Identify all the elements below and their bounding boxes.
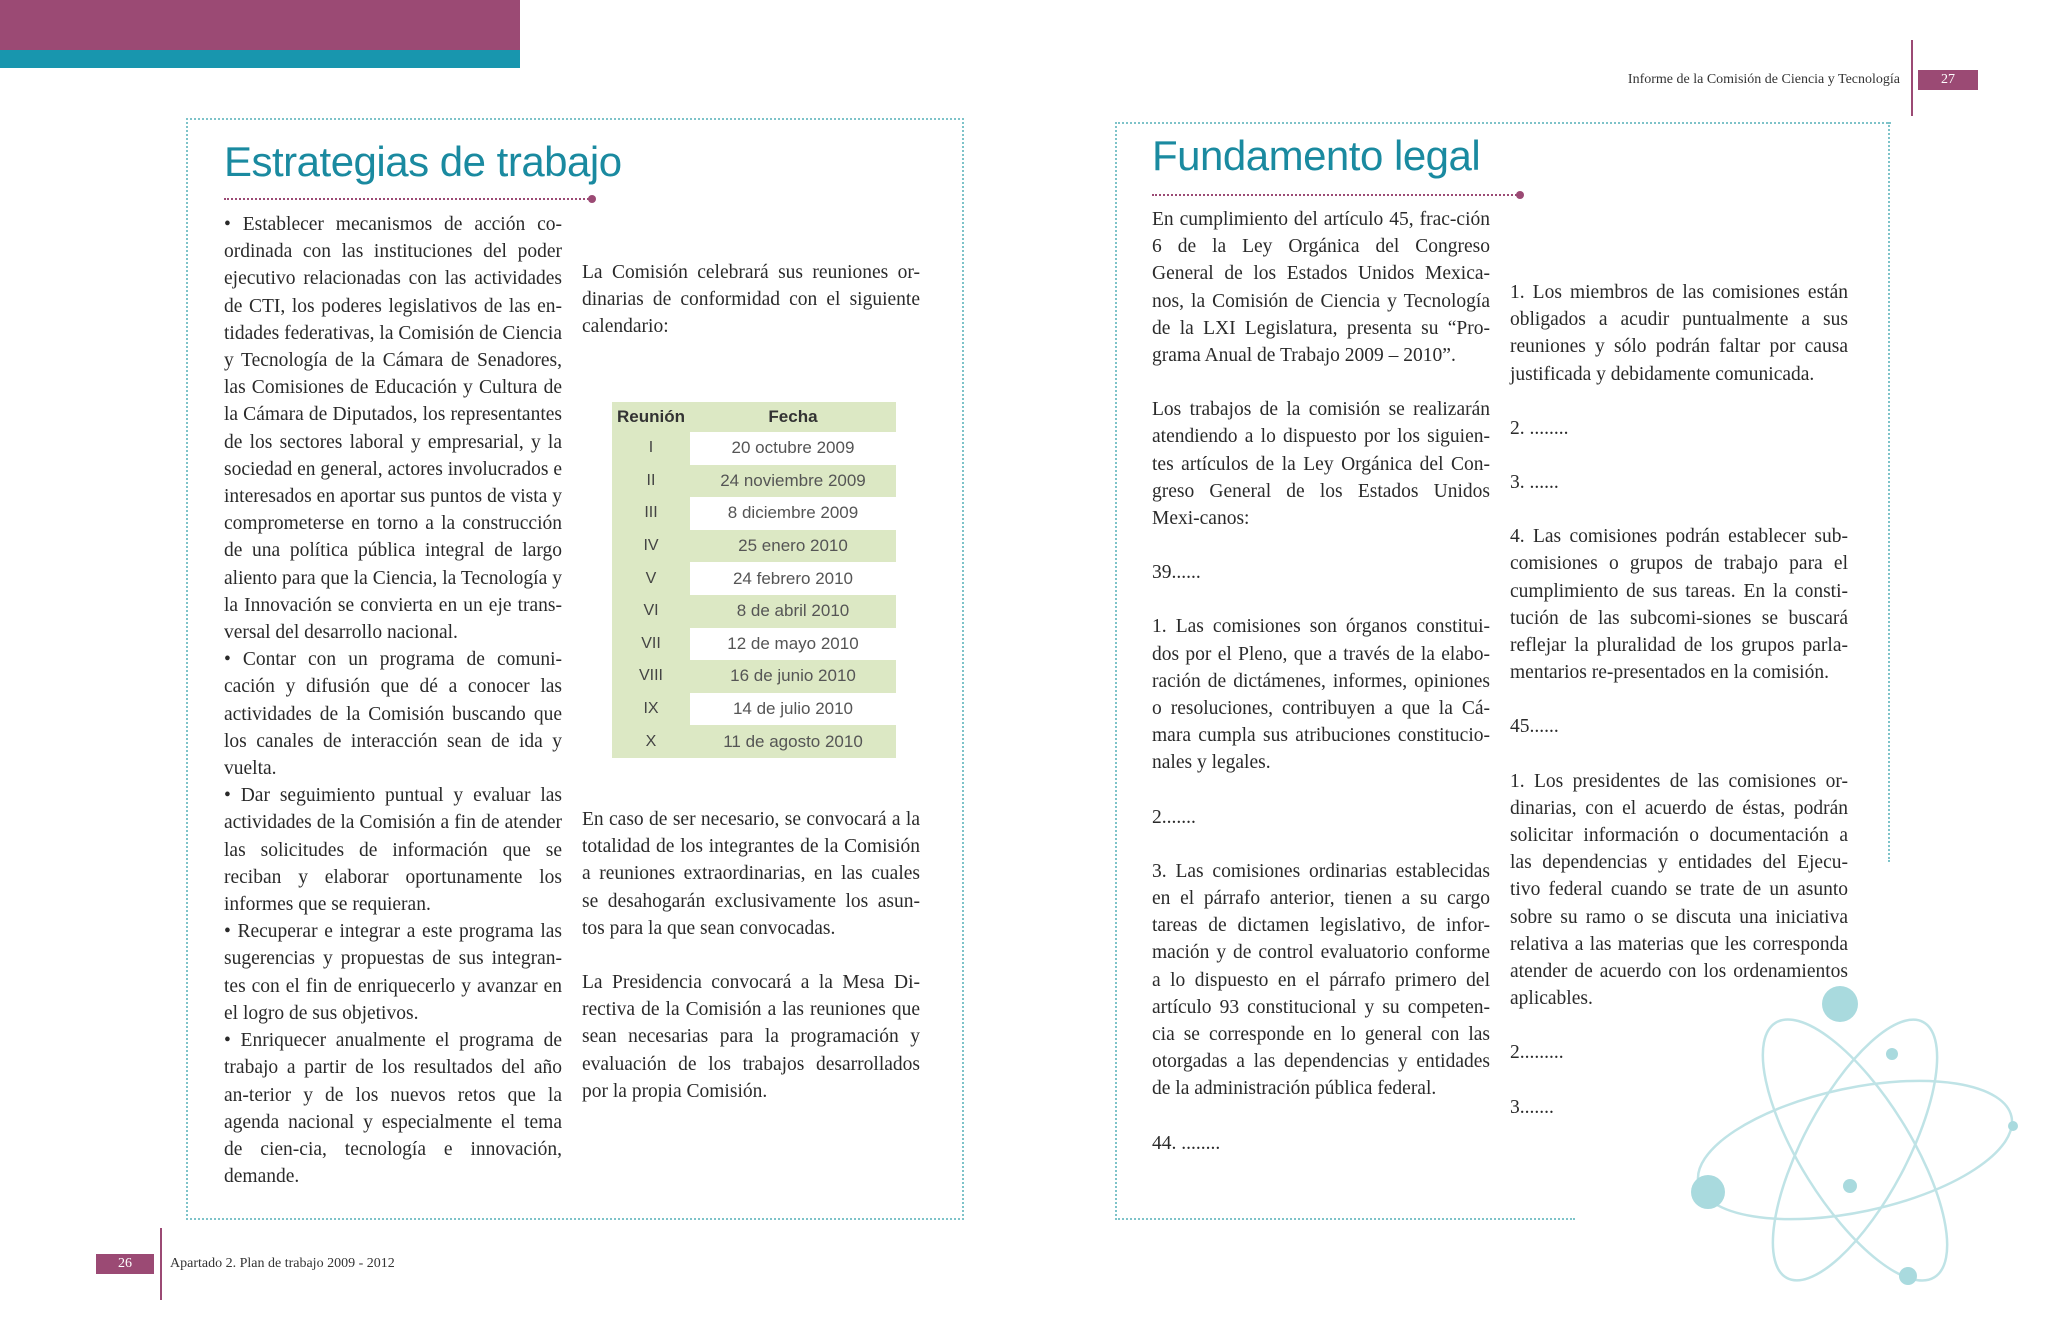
calendar-row xyxy=(612,595,896,628)
calendar-row xyxy=(612,660,896,693)
right-frame-left xyxy=(1115,122,1119,1220)
top-band-purple xyxy=(0,0,520,50)
top-band-teal xyxy=(0,50,520,68)
calendar-header xyxy=(612,402,896,432)
calendar-row xyxy=(612,725,896,758)
paragraph: Los trabajos de la comisión se realizarán atendiendo a lo dispuesto por los siguien-tes artículos de la Ley Orgánica del Con-greso General de los Estados Unidos Mexi-canos: xyxy=(1152,399,1490,530)
paragraph: La Presidencia convocará a la Mesa Di-rectiva de la Comisión a las reuniones que sean necesarias para la programación y evaluación de los trabajos desarrollados por la propia Comisión. xyxy=(582,972,920,1102)
running-header: Informe de la Comisión de Ciencia y Tecnología xyxy=(1627,72,1900,87)
left-column-2-body xyxy=(582,806,920,1105)
calendar-row xyxy=(612,693,896,726)
right-frame-right xyxy=(1888,122,1892,862)
calendar-date: 12 de mayo 2010 xyxy=(690,628,896,661)
calendar-row xyxy=(612,465,896,498)
paragraph: 3....... xyxy=(1510,1096,1554,1118)
paragraph: 1. Los presidentes de las comisiones or-dinarias, con el acuerdo de éstas, podrán solicitar información o documentación a las dependencias y entidades del Ejecu-tivo federal cuando se trate de un asunto sobre su ramo o se discuta una iniciativa relativa a las materias que les corresponda atender de acuerdo con los ordenamientos aplicables. xyxy=(1510,770,1848,1010)
calendar-date: 8 diciembre 2009 xyxy=(690,497,896,530)
left-title-rule xyxy=(224,198,592,200)
paragraph: 3. Las comisiones ordinarias establecidas en el párrafo anterior, tienen a su cargo tareas de dictamen legislativo, de infor-mación y de control evaluatorio conforme a lo dispuesto en el párrafo primero del artículo 93 constitucional y su competen-cia se corresponde en lo general con las otorgadas a las dependencias y entidades de la administración pública federal. xyxy=(1152,860,1490,1100)
paragraph: En caso de ser necesario, se convocará a la totalidad de los integrantes de la Comisión a reuniones extraordinarias, en las cuales se desahogarán exclusivamente los asun-tos para la que sean convocadas. xyxy=(582,809,920,939)
calendar-row xyxy=(612,432,896,465)
calendar-num: VIII xyxy=(612,660,690,693)
calendar-num: II xyxy=(612,465,690,498)
calendar-num: V xyxy=(612,562,690,595)
paragraph: 39...... xyxy=(1152,562,1201,584)
calendar-date: 25 enero 2010 xyxy=(690,530,896,563)
calendar-date: 14 de julio 2010 xyxy=(690,693,896,726)
paragraph: En cumplimiento del artículo 45, frac-ción 6 de la Ley Orgánica del Congreso General de los Estados Unidos Mexica-nos, la Comisión de Ciencia y Tecnología de la LXI Legislatura, presenta su “Pro-grama Anual de Trabajo 2009 – 2010”. xyxy=(1152,209,1490,367)
right-title-rule xyxy=(1152,194,1520,196)
meeting-calendar-table xyxy=(612,402,896,758)
right-frame-bottom xyxy=(1115,1218,1575,1222)
strategy-item: • Contar con un programa de comuni-cación y difusión que dé a conocer las actividades de la Comisión buscando que los canales de interacción sean de ida y vuelta. xyxy=(224,649,562,780)
calendar-num: IV xyxy=(612,530,690,563)
calendar-num: III xyxy=(612,497,690,530)
calendar-row xyxy=(612,530,896,563)
right-column-1 xyxy=(1152,206,1490,1157)
calendar-date: 24 febrero 2010 xyxy=(690,562,896,595)
left-page-title: Estrategias de trabajo xyxy=(224,138,622,185)
strategy-item: • Recuperar e integrar a este programa las sugerencias y propuestas de sus integran-tes con el fin de enriquecerlo y avanzar en el logro de sus objetivos. xyxy=(224,921,562,1024)
running-footer: Apartado 2. Plan de trabajo 2009 - 2012 xyxy=(170,1256,395,1271)
paragraph: 3. ...... xyxy=(1510,472,1559,494)
calendar-date: 20 octubre 2009 xyxy=(690,432,896,465)
header-divider xyxy=(1911,40,1913,116)
calendar-row xyxy=(612,562,896,595)
right-frame-top xyxy=(1115,122,1891,126)
paragraph: 2. ........ xyxy=(1510,417,1569,439)
strategy-item: • Enriquecer anualmente el programa de trabajo a partir de los resultados del año an-terior y de los nuevos retos que la agenda nacional y especialmente el tema de cien-cia, tecnología e innovación, demande. xyxy=(224,1030,562,1188)
strategy-item: • Establecer mecanismos de acción co-ordinada con las instituciones del poder ejecutivo relacionadas con las actividades de CTI, los poderes legislativos de las en-tidades federativas, la Comisión de Ciencia y Tecnología de la Cámara de Senadores, las Comisiones de Educación y Cultura de la Cámara de Diputados, los representantes de los sectores laboral y empresarial, y la sociedad en general, actores involucrados e interesados en aportar sus puntos de vista y comprometerse en torno a la construcción de una política pública integral de largo aliento para que la Ciencia, la Tecnología y la Innovación se convierta en un eje trans-versal del desarrollo nacional. xyxy=(224,214,562,644)
paragraph: 1. Las comisiones son órganos constitui-dos por el Pleno, que a través de la elabo-ración de dictámenes, informes, opiniones o resoluciones, contribuyen a que la Cá-mara cumpla sus atribuciones constitucio-nales y legales. xyxy=(1152,616,1490,774)
page-number-left: 26 xyxy=(96,1254,154,1274)
calendar-intro: La Comisión celebrará sus reuniones or-dinarias de conformidad con el siguiente calendario: xyxy=(582,262,920,338)
calendar-date: 11 de agosto 2010 xyxy=(690,725,896,758)
calendar-num: VI xyxy=(612,595,690,628)
calendar-num: VII xyxy=(612,628,690,661)
paragraph: 44. ........ xyxy=(1152,1132,1221,1154)
calendar-date: 8 de abril 2010 xyxy=(690,595,896,628)
calendar-date: 16 de junio 2010 xyxy=(690,660,896,693)
paragraph: 2......... xyxy=(1510,1042,1564,1064)
calendar-body xyxy=(612,432,896,758)
left-title-rule-dot xyxy=(588,195,596,203)
page-number-right: 27 xyxy=(1918,70,1978,90)
atom-icon xyxy=(1690,980,2020,1300)
calendar-num: IX xyxy=(612,693,690,726)
calendar-row xyxy=(612,628,896,661)
paragraph: 45...... xyxy=(1510,716,1559,738)
paragraph: 4. Las comisiones podrán establecer sub-comisiones o grupos de trabajo para el cumplimiento de sus tareas. En la consti-tución de las subcomi-siones se buscará reflejar la pluralidad de los grupos parla-mentarios re-presentados en la comisión. xyxy=(1510,526,1848,684)
calendar-date: 24 noviembre 2009 xyxy=(690,465,896,498)
paragraph: 1. Los miembros de las comisiones están obligados a acudir puntualmente a sus reuniones y sólo podrán faltar por causa justificada y debidamente comunicada. xyxy=(1510,282,1848,385)
calendar-num: X xyxy=(612,725,690,758)
left-column-1 xyxy=(224,211,562,1190)
calendar-row xyxy=(612,497,896,530)
paragraph: 2....... xyxy=(1152,806,1196,828)
strategy-item: • Dar seguimiento puntual y evaluar las actividades de la Comisión a fin de atender las solicitudes de información que se reciban y elaborar oportunamente los informes que se requieran. xyxy=(224,785,562,916)
calendar-header-num: Reunión xyxy=(617,407,685,426)
calendar-header-date: Fecha xyxy=(768,407,818,426)
calendar-num: I xyxy=(612,432,690,465)
right-title-rule-dot xyxy=(1516,191,1524,199)
footer-divider xyxy=(160,1228,162,1300)
right-page-title: Fundamento legal xyxy=(1152,132,1481,179)
left-column-2-intro xyxy=(582,259,920,341)
